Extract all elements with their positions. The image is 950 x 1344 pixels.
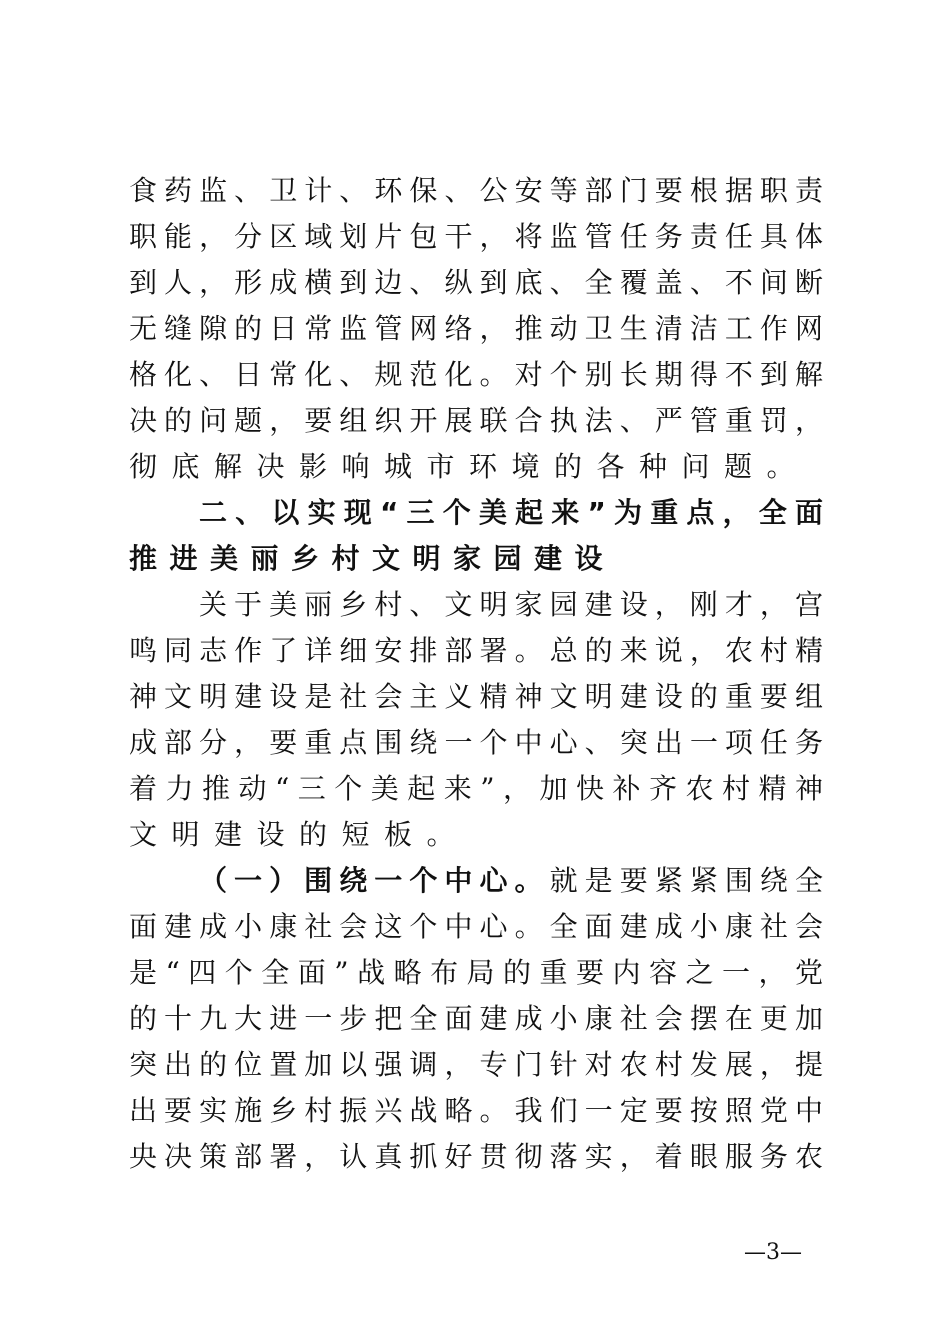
- body-text-line: 的十九大进一步把全面建成小康社会摆在更加: [129, 1002, 823, 1035]
- body-text-line: 无缝隙的日常监管网络，推动卫生清洁工作网: [129, 312, 823, 345]
- body-text-line: 鸣同志作了详细安排部署。总的来说，农村精: [129, 634, 823, 667]
- body-text-line: 面建成小康社会这个中心。全面建成小康社会: [129, 910, 823, 943]
- body-text-line: 决的问题，要组织开展联合执法、严管重罚，: [129, 404, 823, 437]
- body-text-line: 着力推动“三个美起来”，加快补齐农村精神: [129, 772, 823, 805]
- body-text-line: 是“四个全面”战略布局的重要内容之一，党: [129, 956, 823, 989]
- section-heading-line: 二、以实现“三个美起来”为重点，全面: [199, 496, 823, 529]
- subsection-lead: （一）围绕一个中心。: [199, 864, 550, 897]
- body-text-line: 食药监、卫计、环保、公安等部门要根据职责: [129, 174, 823, 207]
- page-number: —3—: [744, 1240, 802, 1265]
- body-text-line: 成部分，要重点围绕一个中心、突出一项任务: [129, 726, 823, 759]
- body-text-line: [199, 858, 823, 904]
- body-text-span: 就是要紧紧围绕全: [549, 864, 823, 897]
- body-text-line: 到人，形成横到边、纵到底、全覆盖、不间断: [129, 266, 823, 299]
- body-text-line: 央决策部署，认真抓好贯彻落实，着眼服务农: [129, 1140, 823, 1173]
- body-text-line: 出要实施乡村振兴战略。我们一定要按照党中: [129, 1094, 823, 1127]
- body-text-line: 突出的位置加以强调，专门针对农村发展，提: [129, 1048, 823, 1081]
- body-text-line: 文明建设的短板。: [129, 818, 470, 851]
- body-text-line: 神文明建设是社会主义精神文明建设的重要组: [129, 680, 823, 713]
- body-text-line: 关于美丽乡村、文明家园建设，刚才，宫: [199, 588, 823, 621]
- section-heading-line: 推进美丽乡村文明家园建设: [129, 542, 616, 575]
- body-text-line: 职能，分区域划片包干，将监管任务责任具体: [129, 220, 823, 253]
- body-text-line: 彻底解决影响城市环境的各种问题。: [129, 450, 810, 483]
- body-text-line: 格化、日常化、规范化。对个别长期得不到解: [129, 358, 823, 391]
